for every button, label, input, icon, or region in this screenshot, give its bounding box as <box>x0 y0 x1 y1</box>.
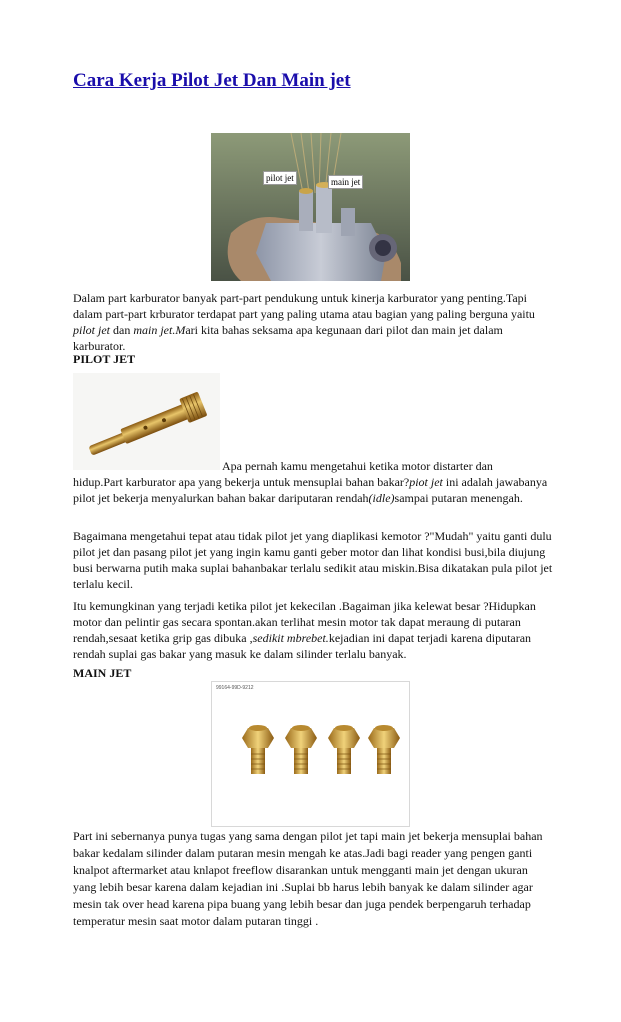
intro-text-1: Dalam part karburator banyak part-part pendukung untuk kinerja karburator yang penting.Tapi dalam part-part krburator terdapat part yang paling utama atau bagian yang paling berguna yaitu <box>73 291 535 321</box>
pilot-jet-heading: PILOT JET <box>73 352 136 366</box>
pilot-p1-italic-1: piot jet <box>409 475 443 489</box>
intro-text-3: ari kita bahas seksama apa kegunaan dari pilot dan main jet dalam karburator. <box>73 323 503 353</box>
pilot-jet-illustration <box>73 373 220 470</box>
pilot-line-beside-image: Apa pernah kamu mengetahui ketika motor distarter dan <box>222 459 493 473</box>
pilot-p3-text-2: kejadian ini dapat terjadi karena diputaran rendah suplai gas bakar yang masuk ke dalam silinder terlalu banyak. <box>73 631 532 661</box>
intro-italic-pilot: pilot jet <box>73 323 110 337</box>
article-title[interactable]: Cara Kerja Pilot Jet Dan Main jet <box>73 70 351 91</box>
intro-italic-main: main jet <box>133 323 173 337</box>
intro-italic-m: .M <box>172 323 186 337</box>
pilot-p1-text-2: ini adalah jawabanya pilot jet bekerja menyalurkan bahan bakar dariputaran rendah <box>73 475 548 505</box>
intro-text-2: dan <box>110 323 134 337</box>
pilot-p3-italic: sedikit mbrebet. <box>252 631 329 645</box>
intro-paragraph <box>73 290 553 354</box>
main-jet-label: main jet <box>328 175 363 189</box>
pilot-jet-label: pilot jet <box>263 171 297 185</box>
carburetor-photo <box>211 133 410 281</box>
main-jet-paragraph: Part ini sebernanya punya tugas yang sama dengan pilot jet tapi main jet bekerja mensuplai bahan bakar kedalam silinder dalam putaran mesin mengah ke atas.Jadi bagi reader yang pengen ganti knalpot aftermarket atau knlapot freeflow disarankan untuk mengganti main jet dengan ukuran yang lebih besar karena dalam kejadian ini .Suplai bb harus lebih banyak ke dalam silinder agar mesin tak over head karena pipa buang yang lebih besar dan juga pendek berpengaruh terhadap temperatur mesin saat motor dalam putaran tinggi . <box>73 829 543 928</box>
pilot-paragraph-3 <box>73 598 553 662</box>
pilot-p1-text-3: sampai putaran menengah. <box>394 491 523 505</box>
main-jets-photo <box>211 681 410 827</box>
carburetor-illustration <box>211 133 410 281</box>
part-number-code: 99164-99D-9212 <box>216 685 254 691</box>
pilot-p1-italic-2: (idle) <box>368 491 395 505</box>
pilot-p1-text-1: hidup.Part karburator apa yang bekerja untuk mensuplai bahan bakar? <box>73 475 410 489</box>
main-jet-heading: MAIN JET <box>73 666 132 680</box>
pilot-paragraph-2: Bagaimana mengetahui tepat atau tidak pilot jet yang diaplikasi kemotor ?"Mudah" yaitu ganti dulu pilot jet dan pasang pilot jet yang ingin kamu ganti geber motor dan lihat kondisi busi,bila diujung busi berwarna putih maka suplai bahanbakar terlalu sedikit atau miskin.Bisa dikatakan pula pilot jet terlalu kecil. <box>73 529 553 591</box>
pilot-p3-text-1: Itu kemungkinan yang terjadi ketika pilot jet kekecilan .Bagaiman jika kelewat besar ?Hidupkan motor dan pelintir gas secara spontan.akan terlihat mesin motor tak dapat meraung di putaran rendah,sesaat ketika grip gas dibuka , <box>73 599 536 645</box>
main-jets-illustration <box>212 682 409 826</box>
pilot-jet-photo <box>73 373 220 470</box>
pilot-paragraph-1 <box>73 474 553 506</box>
